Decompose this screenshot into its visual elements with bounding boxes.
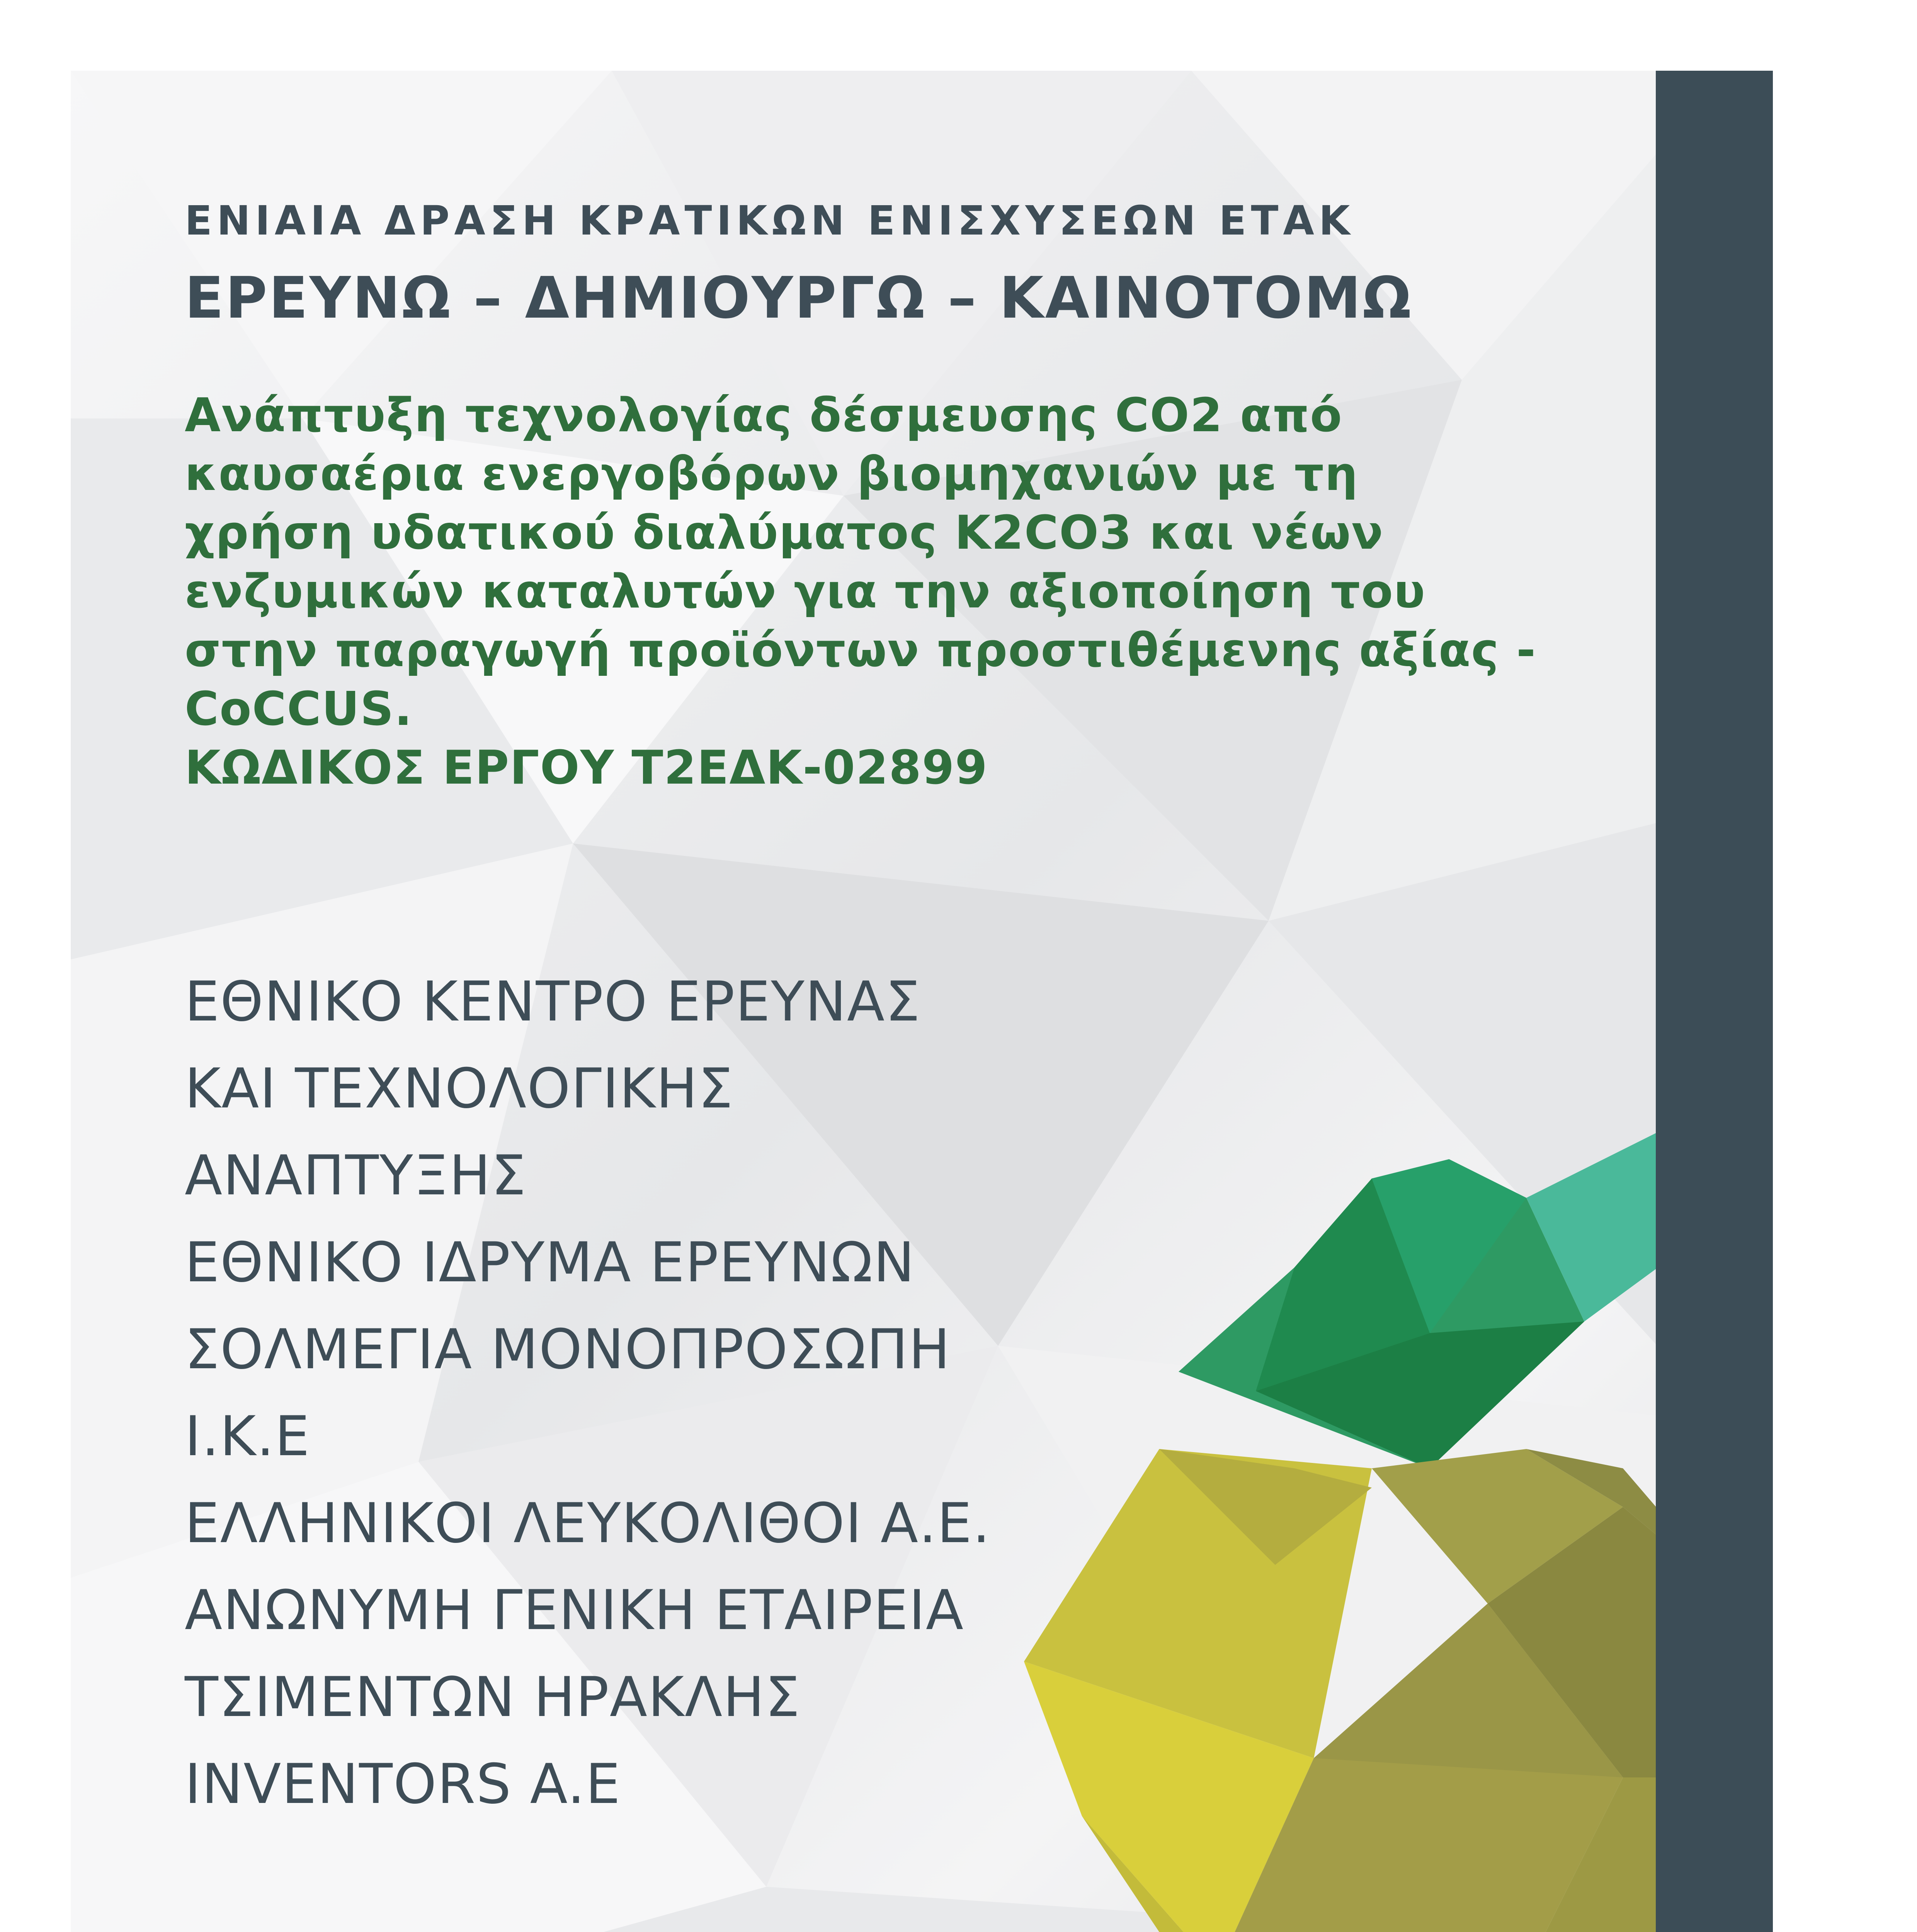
partner-line: ΕΛΛΗΝΙΚΟΙ ΛΕΥΚΟΛΙΘΟΙ Α.Ε. <box>185 1492 991 1555</box>
partner-line: ΚΑΙ ΤΕΧΝΟΛΟΓΙΚΗΣ <box>185 1057 734 1121</box>
project-line: χρήση υδατικού διαλύματος K2CO3 και νέων <box>185 506 1384 560</box>
project-line: CoCCUS. <box>185 682 413 736</box>
partner-line: ΑΝΩΝΥΜΗ ΓΕΝΙΚΗ ΕΤΑΙΡΕΙΑ <box>185 1578 964 1642</box>
partner-line: ΣΟΛΜΕΓΙΑ ΜΟΝΟΠΡΟΣΩΠΗ <box>185 1318 951 1381</box>
partner-line: ΕΘΝΙΚΟ ΚΕΝΤΡΟ ΕΡΕΥΝΑΣ <box>185 970 921 1034</box>
right-sidebar-bar <box>1656 71 1773 1932</box>
project-line: στην παραγωγή προϊόντων προστιθέμενης αξίας - <box>185 624 1536 677</box>
action-kicker: ΕΝΙΑΙΑ ΔΡΑΣΗ ΚΡΑΤΙΚΩΝ ΕΝΙΣΧΥΣΕΩΝ ΕΤΑΚ <box>185 197 1355 244</box>
project-line: καυσαέρια ενεργοβόρων βιομηχανιών με τη <box>185 447 1359 501</box>
partner-line: ΤΣΙΜΕΝΤΩΝ ΗΡΑΚΛΗΣ <box>185 1665 801 1729</box>
partners-list <box>185 958 1189 1828</box>
project-title <box>185 386 1614 798</box>
project-line: Ανάπτυξη τεχνολογίας δέσμευσης CO2 από <box>185 389 1343 442</box>
partner-line: ΑΝΑΠΤΥΞΗΣ <box>185 1144 527 1208</box>
slogan-heading: ΕΡΕΥΝΩ – ΔΗΜΙΟΥΡΓΩ – ΚΑΙΝΟΤΟΜΩ <box>185 265 1413 331</box>
partner-line: ΕΘΝΙΚΟ ΙΔΡΥΜΑ ΕΡΕΥΝΩΝ <box>185 1231 915 1294</box>
partner-line: INVENTORS A.E <box>185 1752 621 1816</box>
project-code: ΚΩΔΙΚΟΣ ΕΡΓΟΥ Τ2ΕΔΚ-02899 <box>185 741 988 795</box>
partner-line: Ι.Κ.Ε <box>185 1405 310 1468</box>
project-line: ενζυμικών καταλυτών για την αξιοποίηση του <box>185 565 1426 619</box>
